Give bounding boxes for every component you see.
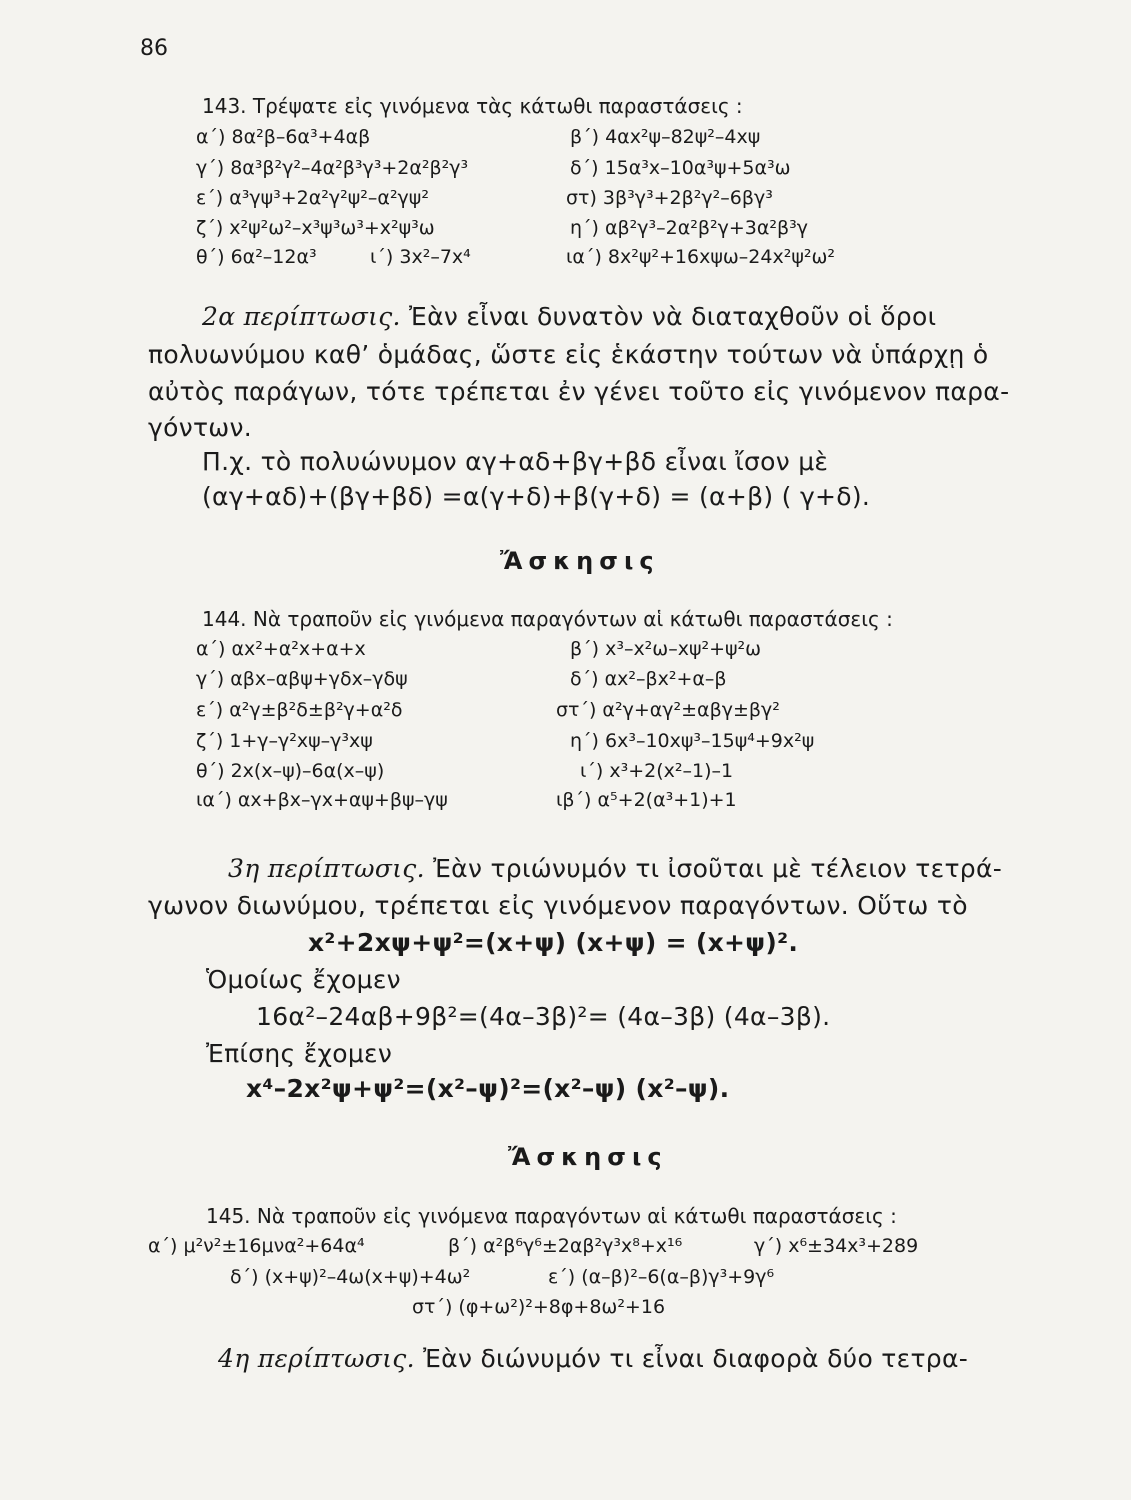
case-3-line: Ἐπίσης ἔχομεν [206,1039,393,1068]
case-2-line: Π.χ. τὸ πολυώνυμον αγ+αδ+βγ+βδ εἶναι ἴσον μὲ [202,447,829,476]
exercise-144-item: α΄) αx²+α²x+α+x [196,638,366,660]
case-2-line: γόντων. [148,413,253,442]
exercise-144-item: ε΄) α²γ±β²δ±β²γ+α²δ [196,699,403,721]
exercise-143-item: ε΄) α³γψ³+2α²γ²ψ²–α²γψ² [196,187,429,209]
case-3-formula: x⁴–2x²ψ+ψ²=(x²–ψ)²=(x²–ψ) (x²–ψ). [246,1074,730,1103]
exercise-143-item: δ΄) 15α³x–10α³ψ+5α³ω [570,157,791,179]
exercise-144-item: ιβ΄) α⁵+2(α³+1)+1 [556,789,737,811]
exercise-143-item: ζ΄) x²ψ²ω²–x³ψ³ω³+x²ψ³ω [196,217,435,239]
case-4-text: Ἐὰν διώνυμόν τι εἶναι διαφορὰ δύο τετρα- [414,1344,969,1373]
case-2-line [202,302,936,331]
exercise-143-item: ι΄) 3x²–7x⁴ [370,246,471,268]
case-2-label: 2α περίπτωσις. [202,302,401,331]
exercise-143-title: 143. Τρέψατε εἰς γινόμενα τὰς κάτωθι παραστάσεις : [202,94,743,118]
exercise-144-item: στ΄) α²γ+αγ²±αβγ±βγ² [556,699,780,721]
case-3-label: 3η περίπτωσις. [228,854,425,883]
case-2-line: (αγ+αδ)+(βγ+βδ) =α(γ+δ)+β(γ+δ) = (α+β) ( γ+δ). [202,482,871,511]
section-heading: Ἄσκησις [500,547,660,575]
case-3-line: Ὁμοίως ἔχομεν [206,965,401,994]
exercise-143-item: θ΄) 6α²–12α³ [196,246,317,268]
case-2-text: Ἐὰν εἶναι δυνατὸν νὰ διαταχθοῦν οἱ ὅροι [400,302,937,331]
exercise-145-item: δ΄) (x+ψ)²–4ω(x+ψ)+4ω² [230,1266,471,1288]
exercise-144-item: θ΄) 2x(x–ψ)–6α(x–ψ) [196,760,385,782]
exercise-143-item: γ΄) 8α³β²γ²–4α²β³γ³+2α²β²γ³ [196,157,469,179]
case-3-line [228,854,1002,883]
exercise-144-title: 144. Νὰ τραποῦν εἰς γινόμενα παραγόντων αἱ κάτωθι παραστάσεις : [202,607,893,631]
exercise-145-title: 145. Νὰ τραποῦν εἰς γινόμενα παραγόντων αἱ κάτωθι παραστάσεις : [206,1204,897,1228]
exercise-144-item: ια΄) αx+βx–γx+αψ+βψ–γψ [196,789,448,811]
section-heading: Ἄσκησις [508,1143,668,1171]
exercise-143-item: β΄) 4αx²ψ–82ψ²–4xψ [570,126,761,148]
exercise-145-item: γ΄) x⁶±34x³+289 [754,1235,919,1257]
case-3-formula: x²+2xψ+ψ²=(x+ψ) (x+ψ) = (x+ψ)². [308,928,799,957]
case-4-line [218,1344,968,1373]
case-3-text: Ἐὰν τριώνυμόν τι ἰσοῦται μὲ τέλειον τετρά- [424,854,1003,883]
exercise-144-item: ζ΄) 1+γ–γ²xψ–γ³xψ [196,730,373,752]
exercise-144-item: β΄) x³–x²ω–xψ²+ψ²ω [570,638,762,660]
case-2-line: αὐτὸς παράγων, τότε τρέπεται ἐν γένει τοῦτο εἰς γινόμενον παρα- [148,377,1010,406]
exercise-145-item: στ΄) (φ+ω²)²+8φ+8ω²+16 [412,1296,666,1318]
case-2-line: πολυωνύμου καθ’ ὁμάδας, ὥστε εἰς ἑκάστην τούτων νὰ ὑπάρχῃ ὁ [148,340,989,369]
case-3-formula: 16α²–24αβ+9β²=(4α–3β)²= (4α–3β) (4α–3β). [256,1002,831,1031]
case-3-line: γωνον διωνύμου, τρέπεται εἰς γινόμενον παραγόντων. Οὕτω τὸ [148,891,968,920]
exercise-145-item: ε΄) (α–β)²–6(α–β)γ³+9γ⁶ [548,1266,775,1288]
exercise-143-item: στ) 3β³γ³+2β²γ²–6βγ³ [566,187,773,209]
case-4-label: 4η περίπτωσις. [218,1344,415,1373]
exercise-143-item: η΄) αβ²γ³–2α²β²γ+3α²β³γ [570,217,808,239]
exercise-144-item: η΄) 6x³–10xψ³–15ψ⁴+9x²ψ [570,730,815,752]
exercise-144-item: ι΄) x³+2(x²–1)–1 [580,760,734,782]
exercise-143-item: ια΄) 8x²ψ²+16xψω–24x²ψ²ω² [566,246,836,268]
exercise-143-item: α΄) 8α²β–6α³+4αβ [196,126,371,148]
exercise-145-item: β΄) α²β⁶γ⁶±2αβ²γ³x⁸+x¹⁶ [448,1235,683,1257]
exercise-144-item: δ΄) αx²–βx²+α–β [570,668,727,690]
exercise-145-item: α΄) μ²ν²±16μνα²+64α⁴ [148,1235,365,1257]
page-number: 86 [140,36,168,61]
exercise-144-item: γ΄) αβx–αβψ+γδx–γδψ [196,668,408,690]
